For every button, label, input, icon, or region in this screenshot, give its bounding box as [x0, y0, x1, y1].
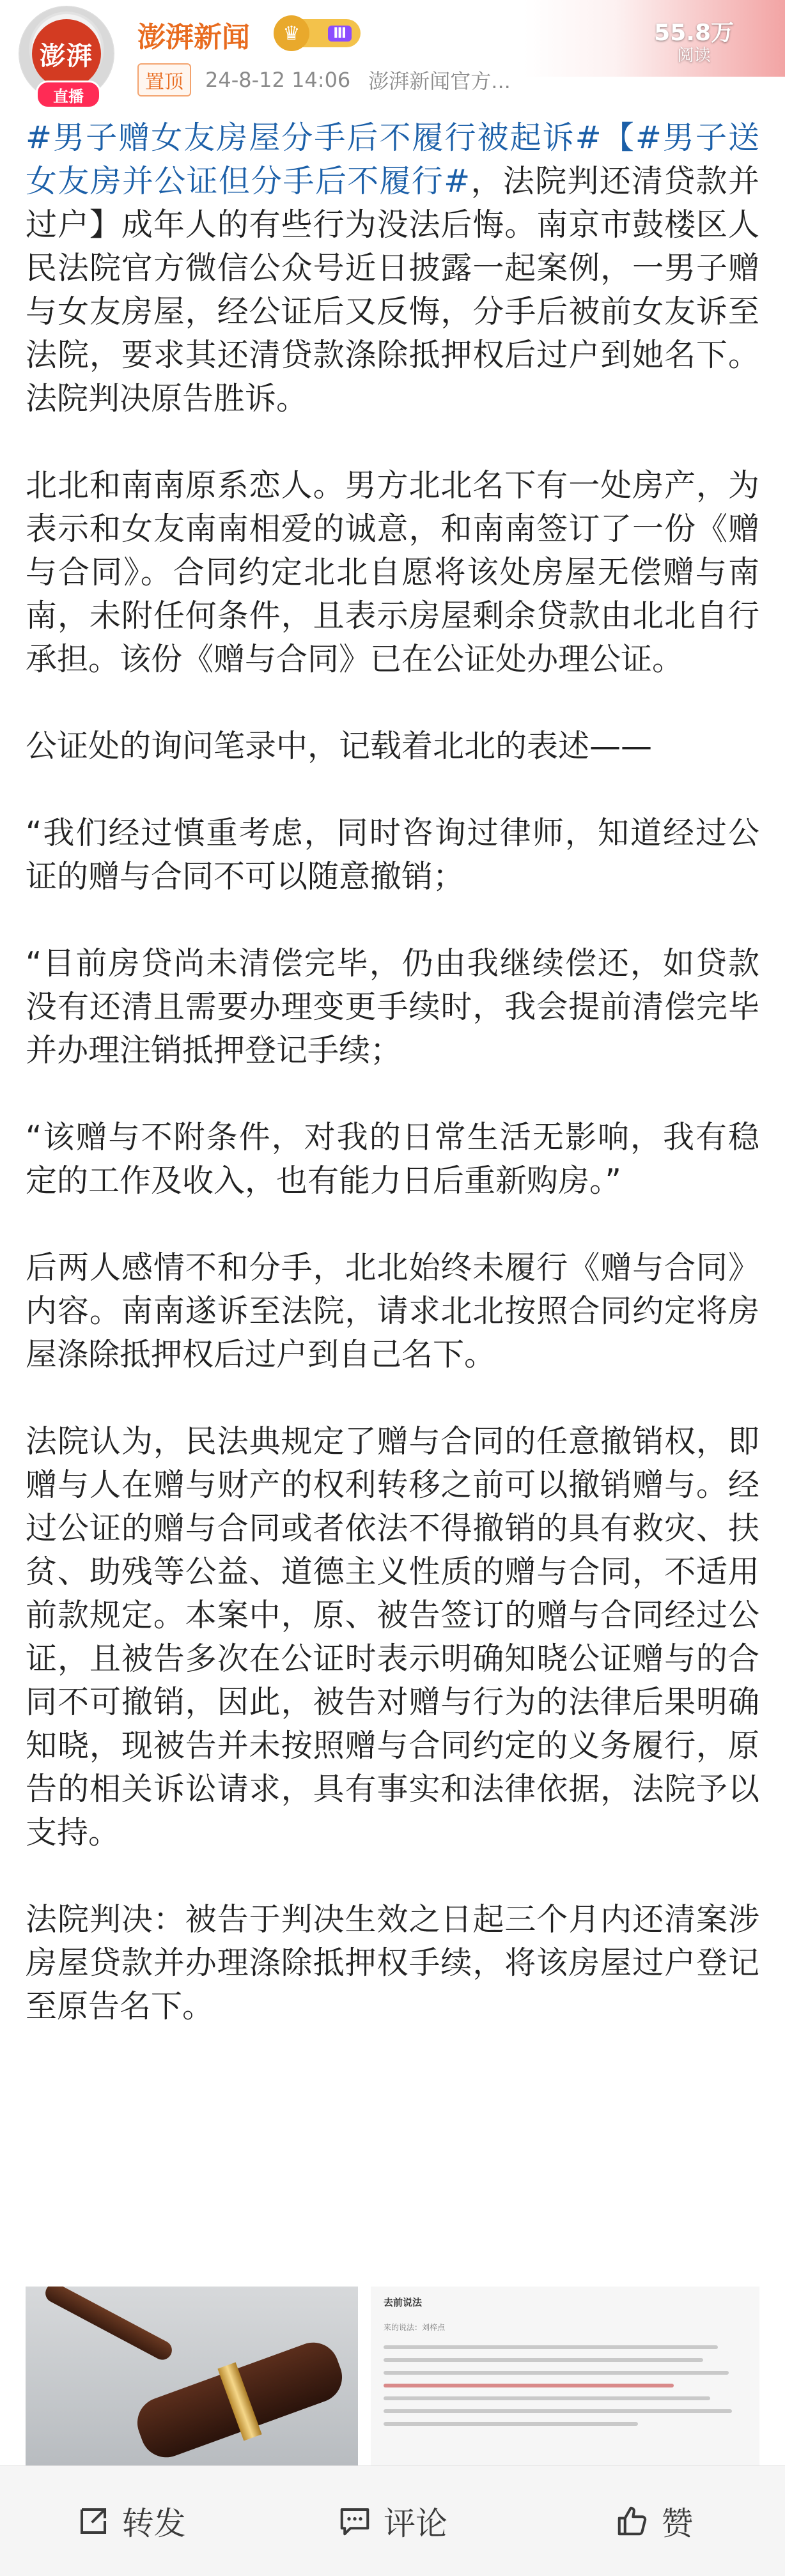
paragraph-verdict: 法院判决：被告于判决生效之日起三个月内还清案涉房屋贷款并办理涤除抵押权手续，将该房屋过户登记至原告名下。 [26, 1901, 759, 2025]
thumbs-up-icon [615, 2504, 649, 2538]
views-counter [654, 20, 734, 65]
views-label: 阅读 [677, 46, 711, 65]
document-author: 来的说法：刘梓点 [384, 2323, 446, 2332]
action-bar [0, 2465, 785, 2576]
gavel-handle-shape [42, 2287, 175, 2363]
hashtag-link[interactable]: #男子赠女友房屋分手后不履行被起诉# [26, 120, 602, 156]
repost-button[interactable] [0, 2466, 261, 2576]
quote-paragraph: “该赠与不附条件，对我的日常生活无影响，我有稳定的工作及收入，也有能力日后重新购房。” [26, 1119, 759, 1199]
gavel-image[interactable] [26, 2287, 358, 2465]
post-meta [137, 64, 529, 96]
post-header [0, 0, 785, 114]
document-title: 去前说法 [384, 2297, 423, 2308]
comment-label: 评论 [383, 2505, 447, 2542]
quote-paragraph: “我们经过慎重考虑，同时咨询过律师，知道经过公证的赠与合同不可以随意撤销； [26, 815, 759, 895]
paragraph-intro-text: ，法院判还清贷款并过户】成年人的有些行为没法后悔。南京市鼓楼区人民法院官方微信公众号近日披露一起案例，一男子赠与女友房屋，经公证后又反悔，分手后被前女友诉至法院，要求其还清贷款涤除抵押权后过户到她名下。法院判决原告胜诉。 [26, 163, 759, 417]
hashtag-link[interactable]: 【#男子送女友房并公证但分手后不履行# [26, 120, 759, 199]
views-count: 55.8万 [654, 20, 734, 46]
document-text-line [384, 2358, 703, 2362]
document-text-line [384, 2422, 638, 2426]
like-button[interactable] [524, 2466, 785, 2576]
live-badge[interactable]: 直播 [36, 81, 101, 109]
post-source: 澎湃新闻官方... [368, 69, 511, 93]
document-highlight-line [384, 2384, 674, 2387]
crown-icon: ♛ [274, 15, 309, 51]
post-timestamp: 24-8-12 14:06 [205, 68, 351, 92]
repost-label: 转发 [121, 2505, 186, 2542]
pinned-tag: 置顶 [137, 63, 191, 96]
document-text-line [384, 2345, 718, 2349]
paragraph: 法院认为，民法典规定了赠与合同的任意撤销权，即赠与人在赠与财产的权利转移之前可以撤销赠与。经过公证的赠与合同或者依法不得撤销的具有救灾、扶贫、助残等公益、道德主义性质的赠与合同，不适用前款规定。本案中，原、被告签订的赠与合同经过公证，且被告多次在公证时表示明确知晓公证赠与的合同不可撤销，因此，被告对赠与行为的法律后果明确知晓，现被告并未按照赠与合同约定的义务履行，原告的相关诉讼请求，具有事实和法律依据，法院予以支持。 [26, 1423, 759, 1851]
like-label: 赞 [661, 2505, 694, 2542]
avatar-logo: 澎湃 [32, 19, 101, 88]
post-images[interactable] [26, 2287, 759, 2465]
repost-icon [76, 2504, 111, 2538]
document-text-line [384, 2409, 732, 2413]
level-badge[interactable] [276, 19, 361, 47]
level-number: Ⅲ [328, 26, 352, 42]
paragraph: 后两人感情不和分手，北北始终未履行《赠与合同》内容。南南遂诉至法院，请求北北按照合同约定将房屋涤除抵押权后过户到自己名下。 [26, 1249, 759, 1373]
post-body [26, 116, 759, 2072]
paragraph-intro [26, 116, 759, 420]
document-text-line [384, 2396, 710, 2400]
avatar[interactable] [19, 6, 115, 105]
comment-button[interactable] [261, 2466, 523, 2576]
document-image[interactable] [371, 2287, 759, 2465]
paragraph: 公证处的询问笔录中，记载着北北的表述—— [26, 728, 653, 764]
username[interactable]: 澎湃新闻 [137, 21, 250, 54]
paragraph: 北北和南南原系恋人。男方北北名下有一处房产，为表示和女友南南相爱的诚意，和南南签订了一份《赠与合同》。合同约定北北自愿将该处房屋无偿赠与南南，未附任何条件，且表示房屋剩余贷款由北北自行承担。该份《赠与合同》已在公证处办理公证。 [26, 467, 759, 677]
document-text-line [384, 2371, 729, 2375]
comment-icon [338, 2504, 372, 2538]
quote-paragraph: “目前房贷尚未清偿完毕，仍由我继续偿还，如贷款没有还清且需要办理变更手续时，我会提前清偿完毕并办理注销抵押登记手续； [26, 945, 759, 1068]
